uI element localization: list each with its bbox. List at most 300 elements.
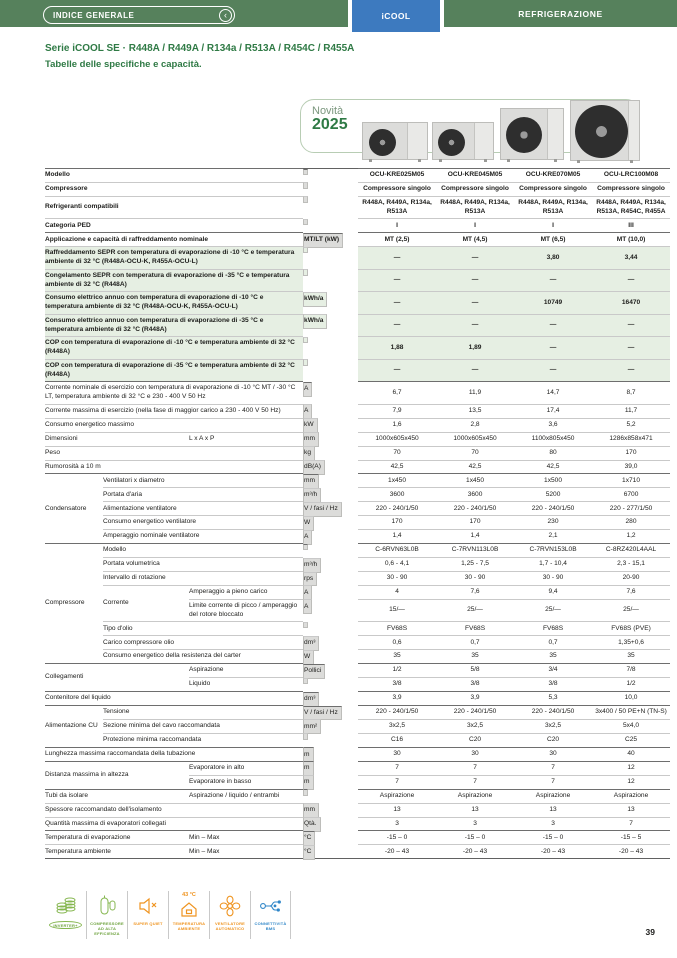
spec-value: I — [514, 219, 592, 233]
spec-unit: dm³ — [303, 636, 319, 651]
spec-value: 12 — [592, 775, 670, 789]
spec-label: Contenitore del liquido — [45, 692, 303, 706]
spec-row — [45, 488, 670, 502]
spec-value: 230 — [514, 516, 592, 530]
spec-value: 170 — [358, 516, 436, 530]
spec-value: 1,88 — [358, 337, 436, 360]
feature-icons-row — [45, 891, 291, 939]
feature-label: CONNETTIVITÀ BMS — [254, 921, 287, 932]
spec-row — [45, 516, 670, 530]
spec-value: — — [436, 269, 514, 292]
spec-value: 3 — [358, 817, 436, 831]
spec-label: Portata volumetrica — [103, 558, 303, 572]
bms-connectivity-icon — [258, 893, 284, 919]
spec-unit — [303, 544, 308, 550]
spec-row — [45, 733, 670, 747]
spec-label: Protezione minima raccomandata — [103, 733, 303, 747]
spec-unit — [303, 789, 308, 795]
spec-unit — [303, 622, 308, 628]
spec-value: — — [514, 359, 592, 382]
spec-row — [45, 664, 670, 678]
spec-label: Min – Max — [189, 845, 303, 859]
spec-unit: dB(A) — [303, 460, 325, 475]
spec-value: C-7RVN113L0B — [436, 544, 514, 558]
page-number: 39 — [645, 927, 655, 937]
spec-value: Compressore singolo — [436, 182, 514, 196]
spec-value: — — [436, 292, 514, 315]
page-subtitle: Tabelle delle specifiche e capacità. — [45, 59, 202, 70]
spec-value: 6,7 — [358, 382, 436, 405]
spec-value: 220 - 240/1/50 — [358, 502, 436, 516]
spec-value: 3 — [436, 817, 514, 831]
spec-value: 3,9 — [358, 692, 436, 706]
spec-label: Compressore — [45, 544, 103, 664]
spec-label: Liquido — [189, 678, 303, 692]
spec-label: Consumo elettrico annuo con temperatura di evaporazione di -35 °C e temperatura ambiente di 32 °C (R448A) — [45, 314, 303, 337]
spec-label: Lunghezza massima raccomandata della tubazione — [45, 747, 303, 761]
spec-unit: m³/h — [303, 488, 321, 503]
spec-value: 9,4 — [514, 585, 592, 599]
spec-value: 1x450 — [436, 474, 514, 488]
spec-label: Spessore raccomandato dell'isolamento — [45, 803, 303, 817]
spec-value: 3600 — [358, 488, 436, 502]
spec-row — [45, 831, 670, 845]
spec-value: 1,89 — [436, 337, 514, 360]
spec-value: MT (10,0) — [592, 233, 670, 247]
spec-label: Applicazione e capacità di raffreddamento nominale — [45, 233, 303, 247]
spec-row — [45, 761, 670, 775]
spec-value: 3,9 — [436, 692, 514, 706]
feature-super-quiet — [127, 891, 168, 939]
spec-value: 3x2,5 — [514, 719, 592, 733]
spec-unit: m³/h — [303, 558, 321, 573]
spec-unit — [303, 196, 308, 202]
spec-label: Evaporatore in alto — [189, 761, 303, 775]
spec-value: 2,1 — [514, 530, 592, 544]
spec-value: III — [592, 219, 670, 233]
super-quiet-icon — [136, 893, 160, 919]
spec-value: 1000x605x450 — [358, 432, 436, 446]
spec-unit: mm — [303, 432, 319, 447]
feature-bms — [250, 891, 291, 939]
spec-value: Aspirazione — [358, 789, 436, 803]
spec-row — [45, 747, 670, 761]
spec-label: Congelamento SEPR con temperatura di evaporazione di -35 °C e temperatura ambiente di 32 °C (R448A) — [45, 269, 303, 292]
spec-value: 220 - 240/1/50 — [436, 502, 514, 516]
spec-value: OCU-KRE045M05 — [436, 169, 514, 183]
product-image-2 — [432, 122, 494, 160]
feature-label: COMPRESSORE AD ALTA EFFICIENZA — [90, 921, 124, 937]
spec-value: 280 — [592, 516, 670, 530]
spec-row — [45, 572, 670, 586]
spec-row — [45, 247, 670, 270]
spec-label: Tensione — [103, 706, 303, 720]
spec-label: Portata d'aria — [103, 488, 303, 502]
spec-row — [45, 706, 670, 720]
spec-value: C-6RVN63L0B — [358, 544, 436, 558]
section-refrigerazione[interactable] — [444, 0, 677, 27]
spec-value: 25/— — [436, 599, 514, 622]
spec-value: 1,25 - 7,5 — [436, 558, 514, 572]
spec-label: Compressore — [45, 182, 303, 196]
spec-value: — — [592, 337, 670, 360]
spec-value: 35 — [592, 650, 670, 664]
spec-value: 39,0 — [592, 460, 670, 474]
spec-value: 3,6 — [514, 418, 592, 432]
spec-unit: kWh/a — [303, 314, 327, 329]
spec-row — [45, 418, 670, 432]
spec-label: Temperatura ambiente — [45, 845, 189, 859]
spec-value: C-7RVN153L0B — [514, 544, 592, 558]
spec-value: 1,2 — [592, 530, 670, 544]
feature-label: VENTILATORE AUTOMATICO — [214, 921, 246, 932]
automatic-fan-icon — [218, 893, 242, 919]
spec-value: 220 - 277/1/50 — [592, 502, 670, 516]
spec-value: Compressore singolo — [592, 182, 670, 196]
section-label: REFRIGERAZIONE — [518, 8, 603, 19]
feature-compressor — [86, 891, 127, 939]
spec-row — [45, 169, 670, 183]
spec-value: Aspirazione — [592, 789, 670, 803]
spec-value: 3600 — [436, 488, 514, 502]
spec-value: -20 – 43 — [358, 845, 436, 859]
spec-unit: m — [303, 775, 314, 790]
spec-value: 12 — [592, 761, 670, 775]
spec-value: 5,2 — [592, 418, 670, 432]
spec-value: — — [358, 269, 436, 292]
spec-value: 3x400 / 50 PE+N (TN-S) — [592, 706, 670, 720]
spec-table — [45, 168, 670, 859]
spec-value: 40 — [592, 747, 670, 761]
spec-row — [45, 404, 670, 418]
spec-value: 170 — [592, 446, 670, 460]
spec-row — [45, 382, 670, 405]
spec-label: Tipo d'olio — [103, 622, 303, 636]
spec-row — [45, 622, 670, 636]
spec-value: — — [358, 359, 436, 382]
spec-value: 35 — [514, 650, 592, 664]
spec-unit: V / fasi / Hz — [303, 706, 342, 721]
spec-unit — [303, 247, 308, 253]
spec-label: Limite corrente di picco / amperaggio del rotore bloccato — [189, 599, 303, 622]
spec-value: 30 — [514, 747, 592, 761]
spec-unit — [303, 169, 308, 175]
spec-label: Aspirazione — [189, 664, 303, 678]
spec-value: 0,7 — [436, 636, 514, 650]
spec-row — [45, 432, 670, 446]
spec-value: 16470 — [592, 292, 670, 315]
spec-value: 7 — [358, 775, 436, 789]
spec-value: 1/2 — [592, 678, 670, 692]
product-image-1 — [362, 122, 428, 160]
spec-unit: W — [303, 650, 314, 665]
spec-unit: mm — [303, 803, 319, 818]
spec-value: 3x2,5 — [358, 719, 436, 733]
spec-row — [45, 650, 670, 664]
spec-label: Min – Max — [189, 831, 303, 845]
spec-value: 2,3 - 15,1 — [592, 558, 670, 572]
spec-value: 1/2 — [358, 664, 436, 678]
spec-label: Carico compressore olio — [103, 636, 303, 650]
spec-label: Evaporatore in basso — [189, 775, 303, 789]
spec-label: Corrente nominale di esercizio con temperatura di evaporazione di -10 °C MT / -30 °C LT, temperatura ambiente di 32 °C e 230 - 400 V 50 Hz — [45, 382, 303, 405]
spec-value: 15/— — [358, 599, 436, 622]
spec-label: Alimentazione ventilatore — [103, 502, 303, 516]
spec-value: 5,3 — [514, 692, 592, 706]
index-general-button[interactable] — [43, 6, 235, 24]
spec-row — [45, 502, 670, 516]
spec-value: 30 - 90 — [514, 572, 592, 586]
spec-row — [45, 558, 670, 572]
spec-value: MT (4,5) — [436, 233, 514, 247]
spec-value: 220 - 240/1/50 — [436, 706, 514, 720]
novita-year: 2025 — [312, 116, 348, 133]
spec-value: — — [514, 269, 592, 292]
spec-value: 17,4 — [514, 404, 592, 418]
spec-value: 4 — [358, 585, 436, 599]
spec-value: FV68S — [514, 622, 592, 636]
spec-value: 35 — [436, 650, 514, 664]
spec-label: Tubi da isolare — [45, 789, 189, 803]
spec-value: 30 - 90 — [436, 572, 514, 586]
spec-unit: MT/LT (kW) — [303, 233, 343, 248]
spec-label: Temperatura di evaporazione — [45, 831, 189, 845]
spec-value: — — [592, 359, 670, 382]
spec-label: Collegamenti — [45, 664, 189, 692]
spec-value: 220 - 240/1/50 — [358, 706, 436, 720]
spec-label: Consumo energetico ventilatore — [103, 516, 303, 530]
spec-row — [45, 803, 670, 817]
spec-value: 7/8 — [592, 664, 670, 678]
spec-value: 20-90 — [592, 572, 670, 586]
spec-row — [45, 585, 670, 599]
spec-value: 1x500 — [514, 474, 592, 488]
spec-value: -15 – 0 — [436, 831, 514, 845]
spec-value: 3/8 — [358, 678, 436, 692]
spec-value: 7 — [514, 775, 592, 789]
spec-value: OCU-LRC100M08 — [592, 169, 670, 183]
spec-value: 13,5 — [436, 404, 514, 418]
spec-value: FV68S (PVE) — [592, 622, 670, 636]
spec-value: 35 — [358, 650, 436, 664]
spec-row — [45, 233, 670, 247]
spec-value: 13 — [358, 803, 436, 817]
spec-value: 6700 — [592, 488, 670, 502]
spec-label: Aspirazione / liquido / entrambi — [189, 789, 303, 803]
spec-row — [45, 817, 670, 831]
spec-value: 13 — [592, 803, 670, 817]
spec-label: Sezione minima del cavo raccomandata — [103, 719, 303, 733]
spec-value: OCU-KRE070M05 — [514, 169, 592, 183]
spec-value: C16 — [358, 733, 436, 747]
spec-value: 8,7 — [592, 382, 670, 405]
spec-value: 3,80 — [514, 247, 592, 270]
ambient-temperature-icon — [177, 899, 201, 919]
product-image-4 — [570, 100, 640, 161]
spec-unit: A — [303, 599, 312, 614]
spec-value: 1,7 - 10,4 — [514, 558, 592, 572]
spec-value: 1,6 — [358, 418, 436, 432]
spec-value: 1x710 — [592, 474, 670, 488]
spec-value: 25/— — [514, 599, 592, 622]
spec-value: -20 – 43 — [514, 845, 592, 859]
spec-value: — — [436, 247, 514, 270]
spec-value: R448A, R449A, R134a, R513A — [358, 196, 436, 219]
spec-unit: mm² — [303, 719, 321, 734]
spec-value: 0,6 - 4,1 — [358, 558, 436, 572]
spec-value: 7 — [358, 761, 436, 775]
tab-icool[interactable] — [352, 0, 440, 32]
spec-row — [45, 719, 670, 733]
spec-row — [45, 460, 670, 474]
spec-label: L x A x P — [189, 432, 303, 446]
spec-label: Quantità massima di evaporatori collegati — [45, 817, 303, 831]
spec-unit: dm³ — [303, 692, 319, 707]
spec-label: Amperaggio a pieno carico — [189, 585, 303, 599]
spec-value: I — [436, 219, 514, 233]
spec-label: Intervallo di rotazione — [103, 572, 303, 586]
spec-value: R448A, R449A, R134a, R513A — [436, 196, 514, 219]
spec-unit — [303, 269, 308, 275]
spec-label: Peso — [45, 446, 303, 460]
spec-value: — — [514, 314, 592, 337]
spec-label: COP con temperatura di evaporazione di -35 °C e temperatura ambiente di 32 °C (R448A) — [45, 359, 303, 382]
spec-value: C20 — [436, 733, 514, 747]
spec-unit — [303, 219, 308, 225]
spec-unit: rps — [303, 572, 317, 587]
spec-value: R448A, R449A, R134a, R513A, R454C, R455A — [592, 196, 670, 219]
spec-value: C25 — [592, 733, 670, 747]
spec-value: 10749 — [514, 292, 592, 315]
spec-value: 0,6 — [358, 636, 436, 650]
spec-unit: Pollici — [303, 664, 325, 679]
spec-value: 80 — [514, 446, 592, 460]
spec-row — [45, 530, 670, 544]
spec-value: — — [592, 269, 670, 292]
spec-value: — — [358, 292, 436, 315]
spec-value: 1100x805x450 — [514, 432, 592, 446]
spec-value: — — [436, 359, 514, 382]
spec-value: 3/4 — [514, 664, 592, 678]
spec-unit — [303, 678, 308, 684]
spec-value: 220 - 240/1/50 — [514, 502, 592, 516]
spec-value: 7,6 — [592, 585, 670, 599]
spec-value: 30 — [358, 747, 436, 761]
spec-unit — [303, 733, 308, 739]
spec-value: Aspirazione — [514, 789, 592, 803]
spec-row — [45, 845, 670, 859]
spec-unit — [303, 359, 308, 365]
spec-value: 1x450 — [358, 474, 436, 488]
spec-value: -15 – 5 — [592, 831, 670, 845]
feature-ambient-temp — [168, 891, 209, 939]
spec-value: — — [514, 337, 592, 360]
spec-label: Categoria PED — [45, 219, 303, 233]
chevron-left-icon: ‹ — [219, 9, 232, 22]
spec-value: Compressore singolo — [514, 182, 592, 196]
spec-value: 42,5 — [514, 460, 592, 474]
spec-unit: m — [303, 747, 314, 762]
spec-value: 1286x858x471 — [592, 432, 670, 446]
spec-unit: A — [303, 382, 312, 397]
spec-row — [45, 196, 670, 219]
spec-label: Ventilatori x diametro — [103, 474, 303, 488]
spec-value: 10,0 — [592, 692, 670, 706]
spec-row — [45, 789, 670, 803]
spec-label: Raffreddamento SEPR con temperatura di evaporazione di -10 °C e temperatura ambiente di 32 °C (R448A-OCU-K, R455A-OCU-L) — [45, 247, 303, 270]
spec-value: 3 — [514, 817, 592, 831]
spec-value: FV68S — [436, 622, 514, 636]
spec-unit — [303, 337, 308, 343]
spec-row — [45, 544, 670, 558]
spec-value: Compressore singolo — [358, 182, 436, 196]
spec-unit: °C — [303, 831, 315, 846]
spec-value: R448A, R449A, R134a, R513A — [514, 196, 592, 219]
spec-row — [45, 182, 670, 196]
high-efficiency-compressor-icon — [95, 893, 119, 919]
spec-value: 7,6 — [436, 585, 514, 599]
spec-value: 5/8 — [436, 664, 514, 678]
spec-value: -15 – 0 — [358, 831, 436, 845]
spec-value: 5200 — [514, 488, 592, 502]
spec-unit: m — [303, 761, 314, 776]
spec-label: Condensatore — [45, 474, 103, 544]
spec-label: Modello — [45, 169, 303, 183]
spec-value: 7 — [436, 761, 514, 775]
spec-value: 3/8 — [514, 678, 592, 692]
spec-unit: kWh/a — [303, 292, 327, 307]
spec-row — [45, 636, 670, 650]
spec-value: 220 - 240/1/50 — [514, 706, 592, 720]
spec-value: 70 — [358, 446, 436, 460]
spec-row — [45, 692, 670, 706]
spec-unit: A — [303, 585, 312, 600]
spec-value: 2,8 — [436, 418, 514, 432]
spec-value: 11,7 — [592, 404, 670, 418]
spec-unit: W — [303, 516, 314, 531]
spec-unit: V / fasi / Hz — [303, 502, 342, 517]
spec-label: Corrente — [103, 585, 189, 621]
spec-value: 30 - 90 — [358, 572, 436, 586]
spec-value: — — [436, 314, 514, 337]
spec-label: Distanza massima in altezza — [45, 761, 189, 789]
spec-value: 42,5 — [436, 460, 514, 474]
spec-value: 0,7 — [514, 636, 592, 650]
spec-value: 7 — [514, 761, 592, 775]
spec-value: MT (2,5) — [358, 233, 436, 247]
spec-value: Aspirazione — [436, 789, 514, 803]
header-bar-left — [0, 0, 348, 27]
spec-row — [45, 474, 670, 488]
spec-row — [45, 359, 670, 382]
spec-value: 7 — [436, 775, 514, 789]
spec-label: Corrente massima di esercizio (nella fase di maggior carico a 230 - 400 V 50 Hz) — [45, 404, 303, 418]
spec-label: Dimensioni — [45, 432, 189, 446]
spec-value: C-8RZ420L4AAL — [592, 544, 670, 558]
spec-value: 1,4 — [436, 530, 514, 544]
spec-value: 5x4,0 — [592, 719, 670, 733]
spec-value: 3/8 — [436, 678, 514, 692]
spec-label: Rumorosità a 10 m — [45, 460, 303, 474]
spec-value: 70 — [436, 446, 514, 460]
spec-value: 30 — [436, 747, 514, 761]
spec-value: 13 — [514, 803, 592, 817]
spec-value: -20 – 43 — [436, 845, 514, 859]
index-general-label: INDICE GENERALE — [53, 10, 135, 20]
spec-row — [45, 314, 670, 337]
spec-value: 1,4 — [358, 530, 436, 544]
spec-value: 170 — [436, 516, 514, 530]
